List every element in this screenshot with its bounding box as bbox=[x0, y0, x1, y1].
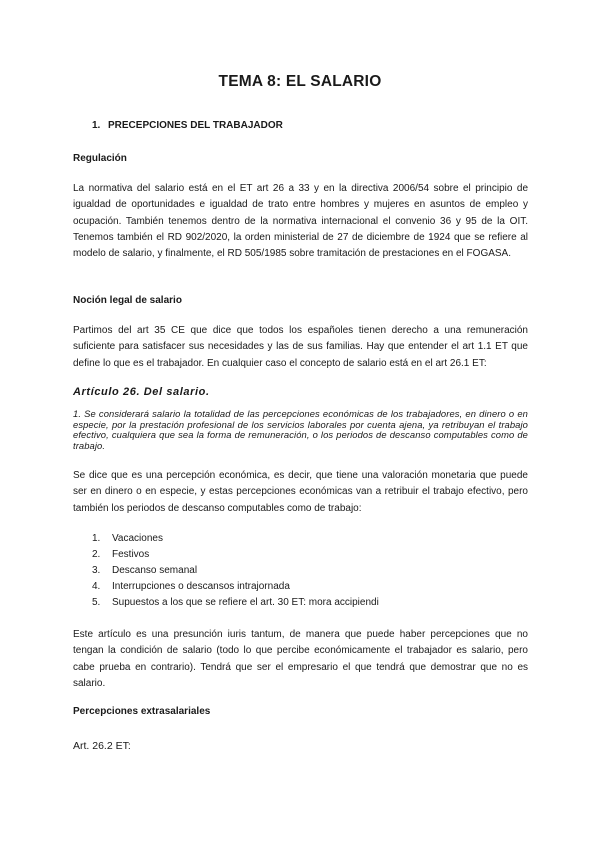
regulacion-paragraph: La normativa del salario está en el ET art 26 a 33 y en la directiva 2006/54 sobre el principio de igualdad de oportunidades e igualdad de trato entre hombres y mujeres en asuntos de empleo y ocupación. También tenemos dentro de la normativa internacional el convenio 36 y 95 de la OIT. Tenemos también el RD 902/2020, la orden ministerial de 27 de diciembre de 1924 que se refiere al modelo de salario, y finalmente, el RD 505/1985 sobre tramitación de prestaciones en el FOGASA. bbox=[73, 183, 528, 260]
article-quote: 1. Se considerará salario la totalidad de las percepciones económicas de los trabajadores, en dinero o en especie, por la prestación profesional de los servicios laborales por cuenta ajena, ya retribuyan el trabajo efectivo, cualquiera que sea la forma de remuneración, o los periodos de descanso computables como de trabajo. bbox=[73, 408, 528, 451]
section-heading bbox=[92, 120, 528, 131]
list-item: 2. Festivos bbox=[92, 549, 150, 560]
list-item: 3. Descanso semanal bbox=[92, 565, 198, 576]
list-item: 1. Vacaciones bbox=[92, 533, 163, 544]
regulacion-heading: Regulación bbox=[73, 153, 127, 164]
list-item: 4. Interrupciones o descansos intrajornada bbox=[92, 581, 290, 592]
article-title: Artículo 26. Del salario. bbox=[73, 386, 210, 398]
presuncion-paragraph: Este artículo es una presunción iuris tantum, de manera que puede haber percepciones que no tengan la condición de salario (todo lo que percibe económicamente el trabajador es salario, pero cabe prueba en contrario). Tendrá que ser el empresario el que tendrá que demostrar que no es salario. bbox=[73, 629, 528, 689]
explanation-paragraph: Se dice que es una percepción económica, es decir, que tiene una valoración monetaria que puede ser en dinero o en especie, y estas percepciones económicas van a retribuir el trabajo efectivo, pero también los periodos de descanso computables como de trabajo: bbox=[73, 470, 528, 514]
rest-periods-list bbox=[92, 531, 528, 611]
section-label: PRECEPCIONES DEL TRABAJADOR bbox=[108, 120, 283, 131]
extrasalariales-heading: Percepciones extrasalariales bbox=[73, 706, 211, 717]
nocion-heading: Noción legal de salario bbox=[73, 295, 182, 306]
section-number: 1. bbox=[92, 120, 101, 131]
page-title: TEMA 8: EL SALARIO bbox=[218, 73, 382, 90]
list-item: 5. Supuestos a los que se refiere el art. 30 ET: mora accipiendi bbox=[92, 597, 379, 608]
extrasalariales-ref: Art. 26.2 ET: bbox=[73, 740, 131, 752]
nocion-paragraph: Partimos del art 35 CE que dice que todos los españoles tienen derecho a una remuneración suficiente para satisfacer sus necesidades y las de sus familias. Hay que entender el art 1.1 ET que define lo que es el trabajador. En cualquier caso el concepto de salario está en el art 26.1 ET: bbox=[73, 325, 528, 369]
